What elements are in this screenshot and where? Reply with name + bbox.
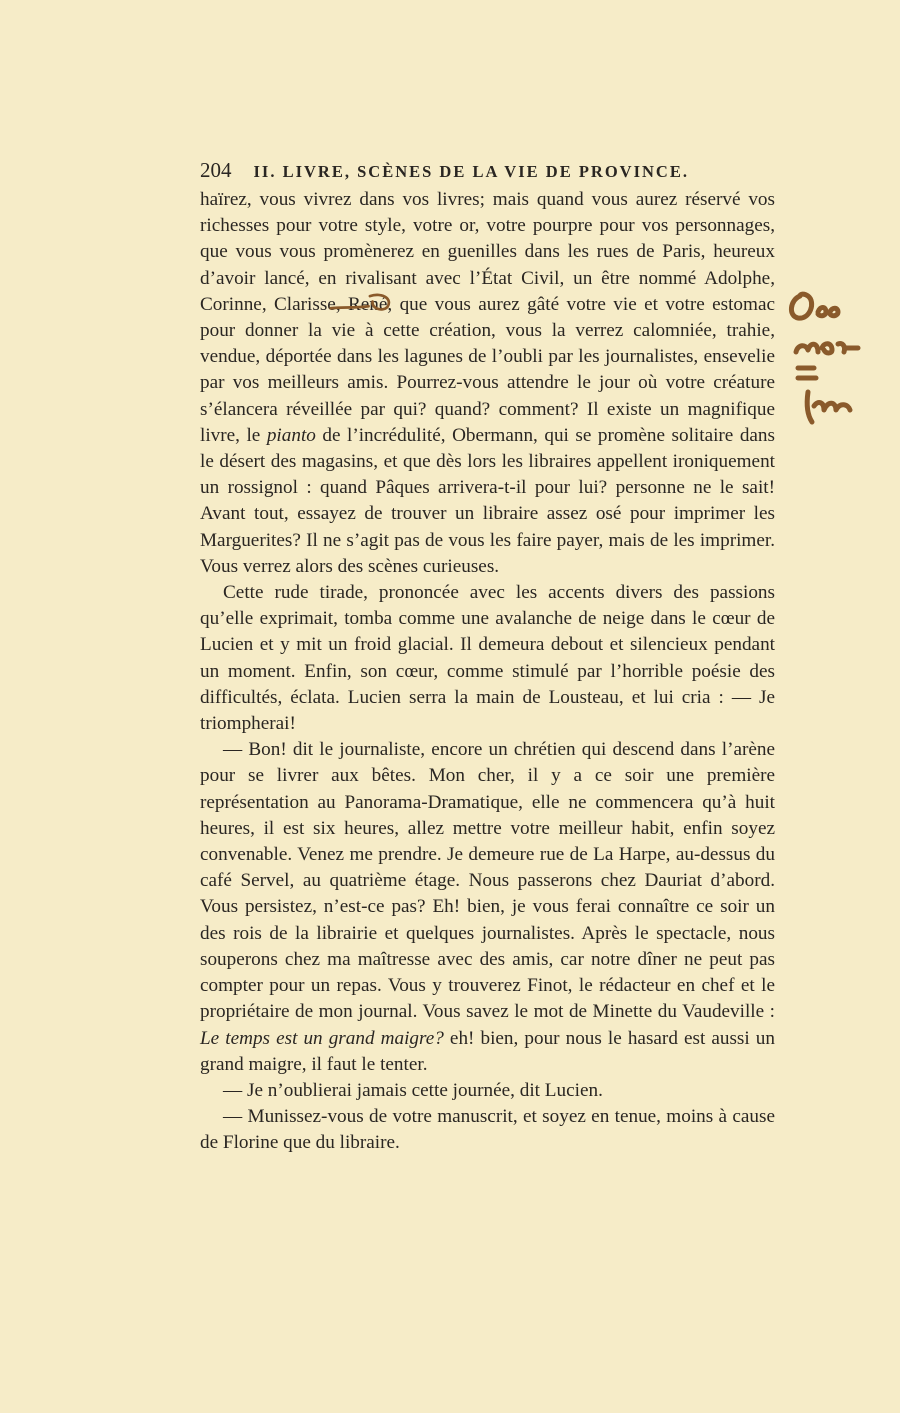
text-run: de l’incrédulité, Obermann, qui se promène solitaire dans le désert des magasins, et que dès lors les libraires appellent ironiquement un rossignol : quand Pâques arrivera-t-il pour lui? personne ne le sait! Avant tout, essayez de trouver un libraire assez osé pour imprimer les Marguerites? Il ne s’agit pas de vous les faire payer, mais de les imprimer. Vous verrez alors des scènes curieuses. bbox=[200, 424, 775, 577]
text-run: eh! bien, pour nous le hasard est aussi un grand maigre, il faut le tenter. bbox=[200, 1027, 775, 1075]
paragraph bbox=[200, 187, 775, 580]
running-head: II. LIVRE, SCÈNES DE LA VIE DE PROVINCE. bbox=[253, 162, 689, 181]
paragraph bbox=[200, 1078, 775, 1104]
paragraph bbox=[200, 580, 775, 737]
text-run: , que vous aurez gâté votre vie et votre estomac pour donner la vie à cette création, vous la verrez calomniée, trahie, vendue, déportée dans les lagunes de l’oubli par les journalistes, ensevelie par vos meilleurs amis. Pourrez-vous attendre le jour où votre créature s’élancera réveillée par qui? quand? comment? Il existe un magnifique livre, le bbox=[200, 293, 775, 446]
paragraph bbox=[200, 1104, 775, 1156]
ink-scribble-icon bbox=[328, 288, 396, 315]
handwritten-margin-note bbox=[786, 282, 896, 432]
body-text bbox=[200, 187, 775, 1157]
paragraph bbox=[200, 737, 775, 1078]
text-run: Cette rude tirade, prononcée avec les accents divers des passions qu’elle exprimait, tomba comme une avalanche de neige dans le cœur de Lucien et y mit un froid glacial. Il demeura debout et silencieux pendant un moment. Enfin, son cœur, comme stimulé par l’horrible poésie des difficultés, éclata. Lucien serra la main de Lousteau, et lui cria : — Je triompherai! bbox=[200, 582, 775, 735]
italic-text: pianto bbox=[266, 424, 316, 446]
struck-through-word: , René bbox=[336, 294, 388, 315]
page-number: 204 bbox=[200, 158, 232, 182]
italic-text: Le temps est un grand maigre? bbox=[200, 1027, 444, 1049]
text-run: — Munissez-vous de votre manuscrit, et soyez en tenue, moins à cause de Florine que du libraire. bbox=[200, 1106, 775, 1154]
page-header bbox=[200, 158, 775, 184]
text-run: — Bon! dit le journaliste, encore un chrétien qui descend dans l’arène pour se livrer aux bêtes. Mon cher, il y a ce soir une première représentation au Panorama-Dramatique, elle ne commencera qu’à huit heures, il est six heures, allez mettre votre meilleur habit, enfin soyez convenable. Venez me prendre. Je demeure rue de La Harpe, au-dessus du café Servel, au quatrième étage. Nous passerons chez Dauriat d’abord. Vous persistez, n’est-ce pas? Eh! bien, je vous ferai connaître ce soir un des rois de la librairie et quelques journalistes. Après le spectacle, nous souperons chez ma maîtresse avec des amis, car notre dîner ne peut pas compter pour un repas. Vous y trouverez Finot, le rédacteur en chef et le propriétaire de mon journal. Vous savez le mot de Minette du Vaudeville : bbox=[200, 739, 775, 1023]
text-run: haïrez, vous vivrez dans vos livres; mais quand vous aurez réservé vos richesses pour votre style, votre or, votre pourpre pour vos personnages, que vous vous promènerez en guenilles dans les rues de Paris, heureux d’avoir lancé, en rivalisant avec l’État Civil, un être nommé Adolphe, Corinne, Clarisse bbox=[200, 189, 775, 315]
text-run: — Je n’oublierai jamais cette journée, dit Lucien. bbox=[223, 1079, 603, 1101]
